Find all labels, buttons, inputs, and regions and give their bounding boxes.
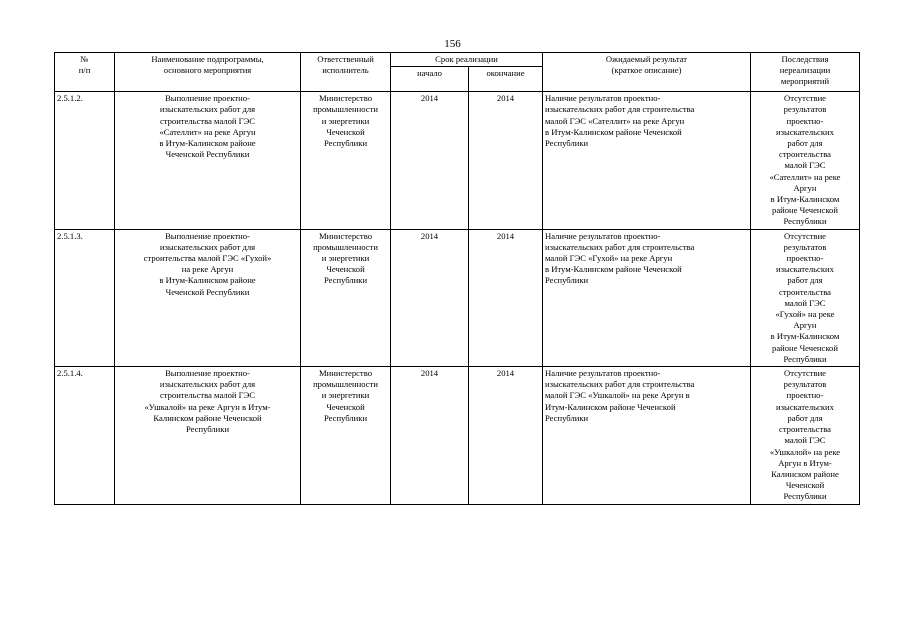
header-consequence: Последствия нереализации мероприятий bbox=[751, 53, 860, 92]
table-row bbox=[55, 229, 860, 366]
row-start: 2014 bbox=[391, 92, 469, 229]
row-num: 2.5.1.4. bbox=[55, 367, 115, 504]
page-number: 156 bbox=[444, 38, 461, 50]
row-result: Наличие результатов проектно- изыскательских работ для строительства малой ГЭС «Гухой» на реке Аргун в Итум-Калинском районе Чеченской Республики bbox=[543, 229, 751, 366]
row-name: Выполнение проектно- изыскательских работ для строительства малой ГЭС «Гухой» на реке Аргун в Итум-Калинском районе Чеченской Республики bbox=[115, 229, 301, 366]
table-row bbox=[55, 92, 860, 229]
header-name: Наименование подпрограммы, основного мероприятия bbox=[115, 53, 301, 92]
row-num: 2.5.1.3. bbox=[55, 229, 115, 366]
row-executor: Министерство промышленности и энергетики Чеченской Республики bbox=[301, 229, 391, 366]
row-end: 2014 bbox=[469, 92, 543, 229]
row-end: 2014 bbox=[469, 367, 543, 504]
row-executor: Министерство промышленности и энергетики Чеченской Республики bbox=[301, 92, 391, 229]
row-consequence: Отсутствие результатов проектно- изыскательских работ для строительства малой ГЭС «Ушкалой» на реке Аргун в Итум- Калинском районе Чеченской Республики bbox=[751, 367, 860, 504]
row-consequence: Отсутствие результатов проектно- изыскательских работ для строительства малой ГЭС «Гухой» на реке Аргун в Итум-Калинском районе Чеченской Республики bbox=[751, 229, 860, 366]
row-num: 2.5.1.2. bbox=[55, 92, 115, 229]
header-result: Ожидаемый результат (краткое описание) bbox=[543, 53, 751, 92]
row-start: 2014 bbox=[391, 367, 469, 504]
header-num: № п/п bbox=[55, 53, 115, 92]
header-period: Срок реализации bbox=[391, 53, 543, 67]
row-executor: Министерство промышленности и энергетики Чеченской Республики bbox=[301, 367, 391, 504]
table-row bbox=[55, 367, 860, 504]
row-result: Наличие результатов проектно- изыскательских работ для строительства малой ГЭС «Сателлит» на реке Аргун в Итум-Калинском районе Чеченской Республики bbox=[543, 92, 751, 229]
header-start: начало bbox=[391, 67, 469, 92]
row-name: Выполнение проектно- изыскательских работ для строительства малой ГЭС «Сателлит» на реке Аргун в Итум-Калинском районе Чеченской Республики bbox=[115, 92, 301, 229]
row-consequence: Отсутствие результатов проектно- изыскательских работ для строительства малой ГЭС «Сателлит» на реке Аргун в Итум-Калинском районе Чеченской Республики bbox=[751, 92, 860, 229]
header-executor: Ответственный исполнитель bbox=[301, 53, 391, 92]
row-start: 2014 bbox=[391, 229, 469, 366]
header-end: окончание bbox=[469, 67, 543, 92]
row-name: Выполнение проектно- изыскательских работ для строительства малой ГЭС «Ушкалой» на реке Аргун в Итум- Калинском районе Чеченской Республики bbox=[115, 367, 301, 504]
program-table bbox=[54, 52, 860, 505]
row-result: Наличие результатов проектно- изыскательских работ для строительства малой ГЭС «Ушкалой» на реке Аргун в Итум-Калинском районе Чеченской Республики bbox=[543, 367, 751, 504]
row-end: 2014 bbox=[469, 229, 543, 366]
header-row-1 bbox=[55, 53, 860, 67]
